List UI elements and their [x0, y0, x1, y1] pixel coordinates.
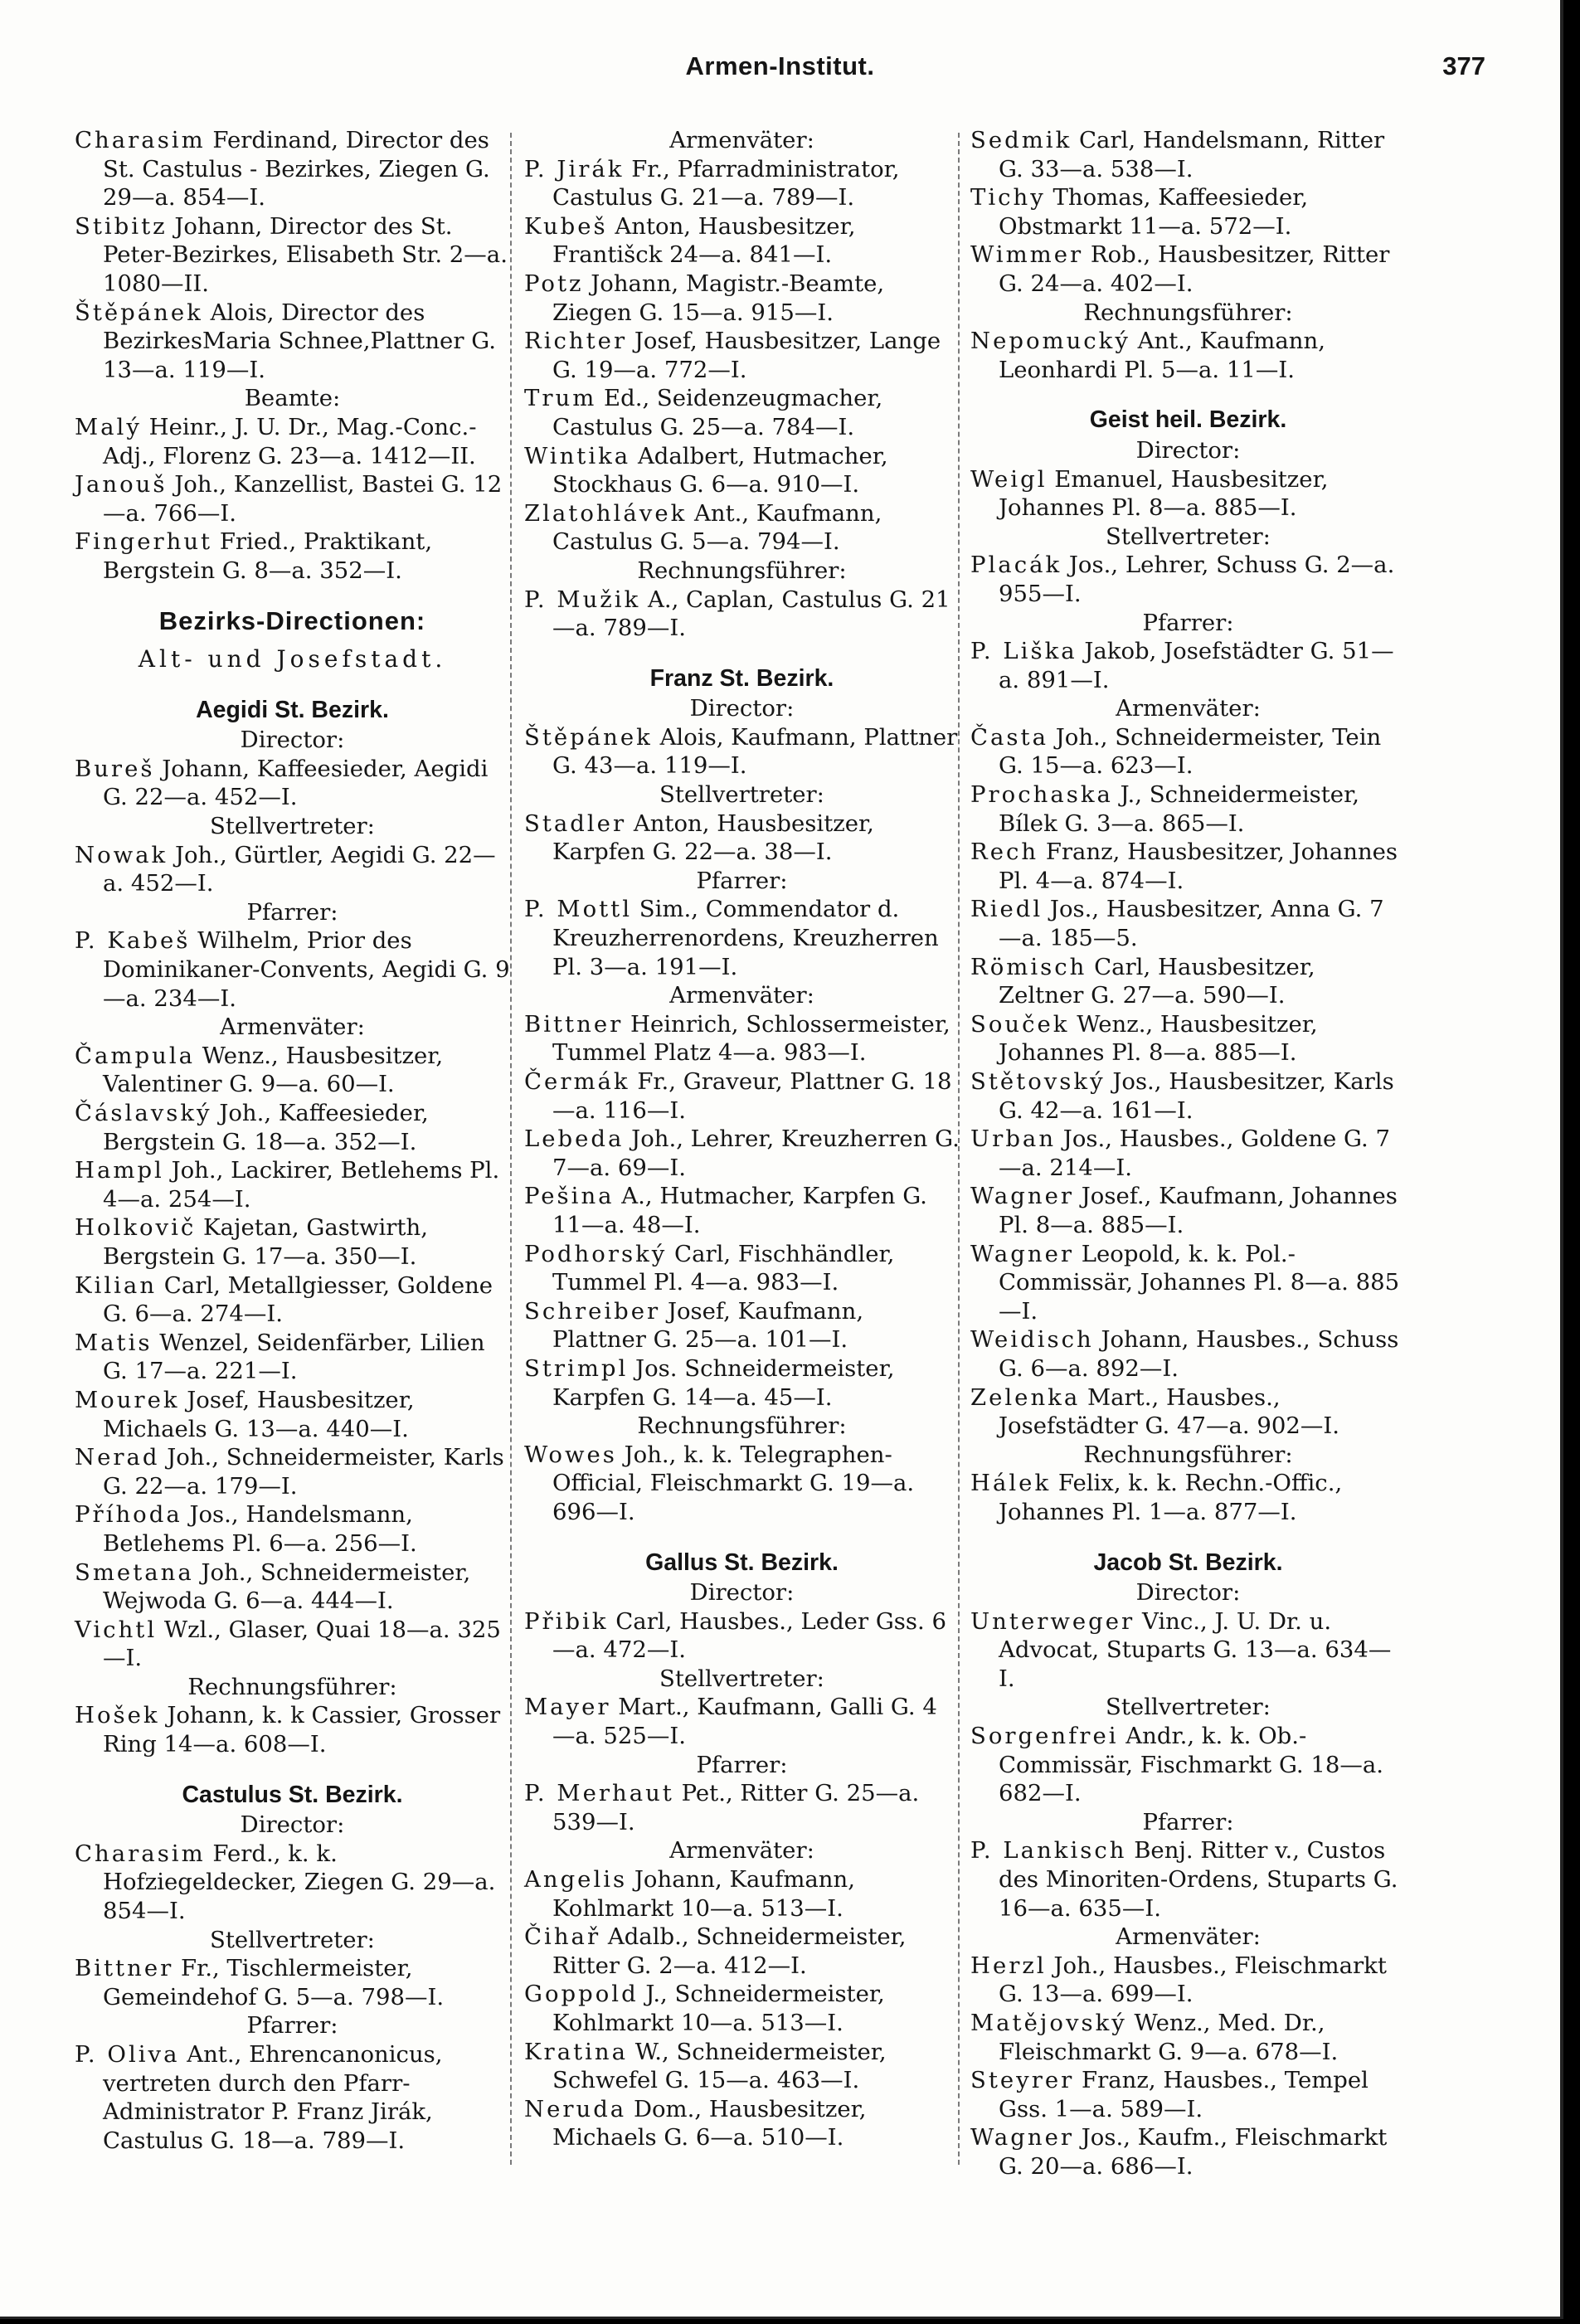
directory-entry [970, 126, 1406, 183]
directory-entry [970, 723, 1406, 780]
directory-entry [524, 723, 960, 780]
entry-details: Heinr., J. U. Dr., Mag.-Conc.-Adj., Florenz G. 23—a. 1412—II. [103, 413, 477, 469]
directory-entry [524, 1693, 960, 1750]
role-heading: Rechnungsführer: [637, 557, 847, 584]
role-heading: Armenväter: [1116, 695, 1261, 722]
entry-name: P. Liška [970, 638, 1077, 665]
entry-name: Mourek [75, 1386, 180, 1413]
entry-name: Potz [524, 270, 584, 297]
directory-entry [970, 2123, 1406, 2181]
entry-details: Thomas, Kaffeesieder, Obstmarkt 11—a. 572—I. [999, 184, 1309, 240]
entry-name: Podhorský [524, 1240, 668, 1267]
entry-details: Josef, Kaufmann, Plattner G. 25—a. 101—I. [552, 1297, 864, 1354]
entry-details: Alois, Director des BezirkesMaria Schnee,Plattner G. 13—a. 119—I. [103, 299, 496, 383]
directory-entry [75, 299, 510, 385]
directory-entry [524, 1865, 960, 1923]
directory-entry [524, 1354, 960, 1412]
directory-entry [524, 1441, 960, 1527]
entry-details: Andr., k. k. Ob.-Commissär, Fischmarkt G. 18—a. 682—I. [999, 1723, 1384, 1807]
district-heading: Gallus St. Bezirk. [645, 1549, 839, 1576]
directory-entry [524, 212, 960, 270]
directory-entry [970, 1469, 1406, 1526]
entry-name: Holkovič [75, 1214, 197, 1242]
directory-entry [75, 1701, 510, 1758]
entry-name: Čermák [524, 1068, 630, 1095]
directory-entry [75, 528, 510, 585]
entry-name: P. Mužik [524, 586, 641, 613]
entry-name: Nerad [75, 1444, 160, 1471]
entry-name: Unterweger [970, 1607, 1135, 1635]
column-right [970, 126, 1406, 2181]
directory-entry [524, 327, 960, 384]
role-heading: Stellvertreter: [659, 1665, 824, 1692]
role-heading: Beamte: [244, 385, 341, 412]
district-heading: Geist heil. Bezirk. [1089, 406, 1287, 434]
directory-entry [970, 183, 1406, 241]
entry-name: Wagner [970, 1183, 1075, 1210]
column-middle [524, 126, 960, 2152]
entry-details: Joh., Hausbes., Fleischmarkt G. 13—a. 699—I. [999, 1952, 1387, 2008]
directory-entry [524, 384, 960, 441]
entry-name: P. Mottl [524, 896, 633, 923]
directory-entry [970, 1325, 1406, 1383]
entry-details: Joh., Schneidermeister, Karls G. 22—a. 179—I. [103, 1444, 504, 1500]
directory-entry [524, 1779, 960, 1836]
entry-details: Benj. Ritter v., Custos des Minoriten-Ordens, Stuparts G. 16—a. 635—I. [999, 1837, 1398, 1922]
entry-details: Wenz., Hausbesitzer, Johannes Pl. 8—a. 885—I. [999, 1010, 1318, 1067]
role-heading: Director: [240, 727, 345, 754]
directory-entry [75, 413, 510, 470]
entry-details: Wenz., Hausbesitzer, Valentiner G. 9—a. 60—I. [103, 1042, 444, 1098]
directory-entry [970, 1836, 1406, 1923]
directory-entry [75, 126, 510, 212]
entry-name: Malý [75, 413, 142, 440]
entry-name: Kubeš [524, 212, 608, 240]
role-heading: Armenväter: [669, 1837, 814, 1865]
directory-entry [75, 755, 510, 812]
entry-details: Emanuel, Hausbesitzer, Johannes Pl. 8—a. 885—I. [999, 465, 1329, 522]
entry-details: Wenz., Med. Dr., Fleischmarkt G. 9—a. 678—I. [999, 2010, 1339, 2065]
entry-details: Johann, Director des St. Peter-Bezirkes, Elisabeth Str. 2—a. 1080—II. [103, 212, 508, 297]
entry-details: Alois, Kaufmann, Plattner G. 43—a. 119—I. [552, 723, 958, 780]
entry-details: J., Schneidermeister, Bílek G. 3—a. 865—I. [999, 781, 1359, 837]
entry-details: Pet., Ritter G. 25—a. 539—I. [552, 1780, 920, 1835]
role-heading: Rechnungsführer: [187, 1673, 397, 1700]
entry-details: Vinc., J. U. Dr. u. Advocat, Stuparts G. 13—a. 634—I. [999, 1607, 1392, 1692]
entry-details: Leopold, k. k. Pol.-Commissär, Johannes Pl. 8—a. 885—I. [999, 1240, 1400, 1325]
directory-entry [524, 155, 960, 212]
entry-name: Angelis [524, 1866, 628, 1894]
entry-details: Anton, Hausbesitzer, Františck 24—a. 841—I. [552, 212, 856, 269]
entry-name: Čampula [75, 1042, 196, 1069]
directory-entry [75, 926, 510, 1013]
directory-entry [524, 499, 960, 557]
directory-entry [970, 780, 1406, 838]
directory-entry [970, 953, 1406, 1010]
entry-details: Carl, Hausbes., Leder Gss. 6—a. 472—I. [552, 1607, 947, 1664]
entry-details: Heinrich, Schlossermeister, Tummel Platz 4—a. 983—I. [552, 1010, 950, 1067]
entry-name: Štěpánek [524, 723, 653, 751]
entry-name: Lebeda [524, 1126, 625, 1153]
directory-entry [524, 1010, 960, 1067]
entry-details: J., Schneidermeister, Kohlmarkt 10—a. 513—I. [552, 1981, 885, 2036]
page-number: 377 [1442, 51, 1485, 80]
role-heading: Stellvertreter: [1106, 523, 1271, 550]
directory-entry [524, 1923, 960, 1980]
entry-details: Johann, Magistr.-Beamte, Ziegen G. 15—a. 915—I. [552, 270, 885, 326]
entry-details: Mart., Kaufmann, Galli G. 4—a. 525—I. [552, 1694, 937, 1750]
entry-name: Smetana [75, 1558, 194, 1586]
entry-name: Neruda [524, 2095, 627, 2122]
entry-details: Jos., Lehrer, Schuss G. 2—a. 955—I. [999, 552, 1395, 607]
directory-entry [970, 327, 1406, 384]
entry-name: Bureš [75, 755, 155, 782]
entry-name: Nowak [75, 841, 168, 868]
directory-entry [524, 442, 960, 499]
directory-entry [970, 551, 1406, 608]
directory-entry [75, 1271, 510, 1329]
directory-entry [970, 1240, 1406, 1326]
directory-entry [75, 1840, 510, 1926]
directory-entry [970, 1722, 1406, 1808]
entry-name: Schreiber [524, 1297, 661, 1325]
directory-entry [524, 1125, 960, 1182]
directory-entry [75, 1500, 510, 1558]
entry-details: Fr., Tischlermeister, Gemeindehof G. 5—a. 798—I. [103, 1955, 445, 2010]
directory-entry [75, 1099, 510, 1156]
role-heading: Stellvertreter: [659, 781, 824, 809]
directory-entry [970, 465, 1406, 523]
district-heading: Castulus St. Bezirk. [182, 1781, 403, 1808]
entry-details: Carl, Handelsmann, Ritter G. 33—a. 538—I. [999, 127, 1385, 182]
entry-name: Fingerhut [75, 528, 213, 556]
entry-details: Sim., Commendator d. Kreuzherrenordens, Kreuzherren Pl. 3—a. 191—I. [552, 896, 939, 980]
entry-details: Johann, Hausbes., Schuss G. 6—a. 892—I. [999, 1326, 1399, 1382]
entry-details: A., Hutmacher, Karpfen G. 11—a. 48—I. [552, 1183, 927, 1238]
entry-name: Sorgenfrei [970, 1723, 1119, 1750]
entry-details: Johann, Kaufmann, Kohlmarkt 10—a. 513—I. [552, 1866, 855, 1922]
entry-details: Jakob, Josefstädter G. 51—a. 891—I. [999, 638, 1394, 693]
entry-name: Kratina [524, 2038, 629, 2065]
entry-details: Joh., Lehrer, Kreuzherren G. 7—a. 69—I. [552, 1126, 960, 1181]
entry-name: Stětovský [970, 1068, 1106, 1095]
directory-entry [524, 810, 960, 867]
entry-details: Josef, Hausbesitzer, Michaels G. 13—a. 440—I. [103, 1386, 415, 1442]
district-heading: Aegidi St. Bezirk. [196, 696, 389, 723]
entry-details: Ant., Kaufmann, Leonhardi Pl. 5—a. 11—I. [999, 328, 1325, 383]
directory-entry [970, 1952, 1406, 2009]
entry-name: Čáslavský [75, 1100, 212, 1126]
role-heading: Director: [689, 1579, 795, 1607]
directory-entry [75, 470, 510, 528]
area-heading: Alt- und Josefstadt. [138, 645, 447, 673]
directory-entry [75, 2040, 510, 2155]
role-heading: Pfarrer: [246, 2012, 338, 2040]
role-heading: Pfarrer: [1142, 1808, 1234, 1835]
directory-entry [524, 1067, 960, 1125]
directory-entry [75, 1386, 510, 1443]
role-heading: Director: [689, 695, 795, 722]
entry-name: Hálek [970, 1470, 1052, 1497]
district-heading: Jacob St. Bezirk. [1093, 1549, 1283, 1576]
entry-details: Joh., Schneidermeister, Wejwoda G. 6—a. 444—I. [103, 1558, 471, 1615]
directory-entry [524, 895, 960, 981]
entry-name: P. Kabeš [75, 927, 191, 955]
directory-entry [524, 586, 960, 643]
entry-name: Zelenka [970, 1383, 1081, 1411]
entry-details: Josef, Hausbesitzer, Lange G. 19—a. 772—I. [552, 328, 941, 383]
entry-name: Kilian [75, 1271, 158, 1299]
entry-name: P. Oliva [75, 2041, 180, 2068]
entry-details: Jos., Hausbesitzer, Anna G. 7—a. 185—5. [999, 896, 1384, 952]
entry-details: Joh., Kaffeesieder, Bergstein G. 18—a. 352—I. [103, 1100, 429, 1155]
directory-entry [524, 270, 960, 327]
directory-entry [970, 1010, 1406, 1067]
directory-entry [970, 2066, 1406, 2123]
directory-entry [970, 1125, 1406, 1182]
entry-details: Joh., Schneidermeister, Tein G. 15—a. 623—I. [999, 723, 1382, 780]
entry-details: Adalbert, Hutmacher, Stockhaus G. 6—a. 910—I. [552, 442, 888, 498]
directory-entry [524, 1607, 960, 1665]
role-heading: Pfarrer: [696, 867, 788, 894]
main-heading: Bezirks-Directionen: [158, 605, 426, 635]
entry-name: Charasim [75, 1840, 206, 1867]
entry-name: Mayer [524, 1694, 611, 1721]
entry-details: Carl, Metallgiesser, Goldene G. 6—a. 274—I. [103, 1271, 493, 1328]
directory-entry [970, 895, 1406, 952]
entry-details: A., Caplan, Castulus G. 21—a. 789—I. [552, 586, 950, 642]
entry-name: P. Lankisch [970, 1837, 1127, 1865]
entry-details: Mart., Hausbes., Josefstädter G. 47—a. 902—I. [999, 1383, 1339, 1440]
directory-entry [75, 1329, 510, 1386]
entry-details: Adalb., Schneidermeister, Ritter G. 2—a. 412—I. [552, 1923, 907, 1979]
entry-name: Steyrer [970, 2067, 1075, 2094]
entry-details: Anton, Hausbesitzer, Karpfen G. 22—a. 38—I. [552, 810, 874, 866]
role-heading: Director: [1135, 436, 1241, 464]
entry-details: Franz, Hausbesitzer, Johannes Pl. 4—a. 874—I. [999, 839, 1398, 894]
role-heading: Rechnungsführer: [1083, 299, 1293, 326]
directory-entry [970, 1383, 1406, 1441]
entry-details: Jos. Schneidermeister, Karpfen G. 14—a. 45—I. [552, 1354, 895, 1411]
entry-name: Weidisch [970, 1326, 1094, 1354]
entry-details: Kajetan, Gastwirth, Bergstein G. 17—a. 350—I. [103, 1214, 428, 1270]
entry-name: Pešina [524, 1183, 615, 1210]
directory-entry [524, 1297, 960, 1354]
entry-name: Herzl [970, 1952, 1047, 1979]
page-header [75, 51, 1485, 93]
directory-entry [75, 1558, 510, 1616]
directory-entry [970, 637, 1406, 694]
role-heading: Armenväter: [220, 1014, 365, 1041]
entry-details: Dom., Hausbesitzer, Michaels G. 6—a. 510—I. [552, 2095, 867, 2151]
entry-name: Strimpl [524, 1354, 629, 1382]
directory-entry [524, 2038, 960, 2095]
entry-details: Joh., Lackirer, Betlehems Pl. 4—a. 254—I. [103, 1157, 500, 1213]
role-heading: Pfarrer: [246, 898, 338, 926]
entry-name: Wagner [970, 2124, 1075, 2151]
directory-entry [970, 1182, 1406, 1239]
entry-details: Jos., Hausbes., Goldene G. 7—a. 214—I. [999, 1126, 1391, 1181]
running-title: Armen-Institut. [685, 51, 875, 80]
role-heading: Stellvertreter: [210, 1926, 375, 1953]
directory-entry [524, 1240, 960, 1297]
entry-name: Prochaska [970, 781, 1113, 809]
entry-name: Wintika [524, 442, 631, 469]
entry-name: Goppold [524, 1981, 639, 2008]
role-heading: Pfarrer: [696, 1751, 788, 1778]
column-left [75, 126, 510, 2155]
entry-details: Fr., Graveur, Plattner G. 18—a. 116—I. [552, 1068, 952, 1124]
role-heading: Armenväter: [669, 982, 814, 1009]
entry-name: Hošek [75, 1702, 160, 1729]
entry-details: Felix, k. k. Rechn.-Offic., Johannes Pl. 1—a. 877—I. [999, 1470, 1343, 1525]
entry-name: Bittner [75, 1955, 174, 1982]
entry-name: Hampl [75, 1157, 164, 1184]
directory-entry [970, 2009, 1406, 2066]
entry-details: Ferd., k. k. Hofziegeldecker, Ziegen G. 29—a. 854—I. [103, 1840, 496, 1925]
entry-details: Johann, Kaffeesieder, Aegidi G. 22—a. 452—I. [103, 755, 489, 811]
entry-details: Carl, Hausbesitzer, Zeltner G. 27—a. 590—I. [999, 953, 1315, 1009]
entry-name: Matis [75, 1329, 153, 1356]
entry-details: Rob., Hausbesitzer, Ritter G. 24—a. 402—I. [999, 241, 1390, 297]
role-heading: Stellvertreter: [1106, 1694, 1271, 1721]
entry-name: Charasim [75, 127, 206, 153]
entry-name: Čihař [524, 1923, 601, 1951]
entry-name: Riedl [970, 896, 1043, 923]
directory-entry [75, 841, 510, 898]
directory-entry [75, 1443, 510, 1500]
entry-details: Fr., Pfarradministrator, Castulus G. 21—a. 789—I. [552, 155, 900, 211]
role-heading: Armenväter: [1116, 1923, 1261, 1951]
entry-name: Wowes [524, 1441, 617, 1468]
directory-entry [524, 1182, 960, 1239]
role-heading: Armenväter: [669, 127, 814, 153]
directory-entry [75, 1213, 510, 1271]
directory-entry [970, 838, 1406, 895]
entry-details: Josef., Kaufmann, Johannes Pl. 8—a. 885—I. [999, 1183, 1398, 1238]
directory-entry [75, 1042, 510, 1099]
entry-name: P. Merhaut [524, 1780, 674, 1807]
entry-details: Wilhelm, Prior des Dominikaner-Convents, Aegidi G. 9—a. 234—I. [103, 927, 510, 1012]
role-heading: Stellvertreter: [210, 813, 375, 840]
role-heading: Rechnungsführer: [637, 1412, 847, 1440]
entry-name: Wimmer [970, 241, 1084, 269]
entry-details: Ant., Ehrencanonicus, vertreten durch den Pfarr-Administrator P. Franz Jirák, Castulus G. 18—a. 789—I. [103, 2041, 443, 2154]
entry-details: Jos., Hausbesitzer, Karls G. 42—a. 161—I. [999, 1068, 1394, 1124]
directory-entry [75, 1954, 510, 2011]
entry-name: Souček [970, 1010, 1070, 1038]
directory-entry [970, 1607, 1406, 1694]
entry-details: Wzl., Glaser, Quai 18—a. 325—I. [103, 1616, 501, 1672]
entry-name: Časta [970, 723, 1048, 751]
directory-entry [524, 2095, 960, 2152]
entry-details: Carl, Fischhändler, Tummel Pl. 4—a. 983—I. [552, 1240, 895, 1296]
entry-name: Trum [524, 385, 597, 412]
district-heading: Franz St. Bezirk. [649, 664, 834, 692]
column-rule [510, 133, 512, 2165]
entry-name: Příhoda [75, 1501, 182, 1529]
entry-details: Franz, Hausbes., Tempel Gss. 1—a. 589—I. [999, 2067, 1369, 2122]
entry-name: Přibik [524, 1607, 609, 1635]
directory-entry [970, 241, 1406, 298]
directory-entry [524, 1980, 960, 2037]
entry-name: Stadler [524, 810, 627, 837]
entry-name: P. Jirák [524, 155, 625, 182]
directory-entry [75, 1156, 510, 1213]
entry-name: Stibitz [75, 212, 168, 240]
role-heading: Director: [240, 1811, 345, 1839]
entry-name: Placák [970, 552, 1062, 579]
directory-entry [75, 212, 510, 299]
entry-details: Joh., Kanzellist, Bastei G. 12—a. 766—I. [103, 471, 503, 527]
entry-name: Zlatohlávek [524, 499, 688, 527]
entry-details: Jos., Kaufm., Fleischmarkt G. 20—a. 686—I. [999, 2124, 1388, 2180]
entry-name: Vichtl [75, 1616, 158, 1643]
entry-name: Nepomucký [970, 328, 1130, 355]
entry-details: Ed., Seidenzeugmacher, Castulus G. 25—a. 784—I. [552, 385, 883, 440]
directory-entry [75, 1616, 510, 1673]
role-heading: Rechnungsführer: [1083, 1441, 1293, 1468]
entry-details: Joh., k. k. Telegraphen-Official, Fleischmarkt G. 19—a. 696—I. [552, 1441, 915, 1525]
entry-name: Štěpánek [75, 299, 203, 326]
entry-name: Bittner [524, 1010, 624, 1038]
entry-details: Joh., Gürtler, Aegidi G. 22—a. 452—I. [103, 841, 496, 897]
entry-name: Römisch [970, 953, 1087, 980]
directory-entry [970, 1067, 1406, 1125]
entry-details: Wenzel, Seidenfärber, Lilien G. 17—a. 221—I. [103, 1329, 485, 1385]
entry-details: Ant., Kaufmann, Castulus G. 5—a. 794—I. [552, 499, 882, 556]
entry-name: Janouš [75, 471, 168, 498]
entry-name: Tichy [970, 184, 1046, 211]
entry-name: Urban [970, 1126, 1057, 1153]
role-heading: Director: [1135, 1579, 1241, 1607]
entry-details: Johann, k. k Cassier, Grosser Ring 14—a. 608—I. [103, 1702, 501, 1758]
entry-name: Weigl [970, 465, 1048, 493]
entry-details: W., Schneidermeister, Schwefel G. 15—a. 463—I. [552, 2038, 887, 2094]
entry-details: Jos., Handelsmann, Betlehems Pl. 6—a. 256—I. [103, 1501, 417, 1557]
entry-name: Rech [970, 839, 1039, 866]
entry-details: Ferdinand, Director des St. Castulus - Bezirkes, Ziegen G. 29—a. 854—I. [103, 127, 490, 211]
entry-details: Fried., Praktikant, Bergstein G. 8—a. 352—I. [103, 528, 433, 584]
role-heading: Pfarrer: [1142, 609, 1234, 636]
entry-name: Wagner [970, 1240, 1075, 1267]
entry-name: Matějovský [970, 2010, 1127, 2036]
entry-name: Sedmik [970, 127, 1072, 153]
entry-name: Richter [524, 328, 628, 355]
